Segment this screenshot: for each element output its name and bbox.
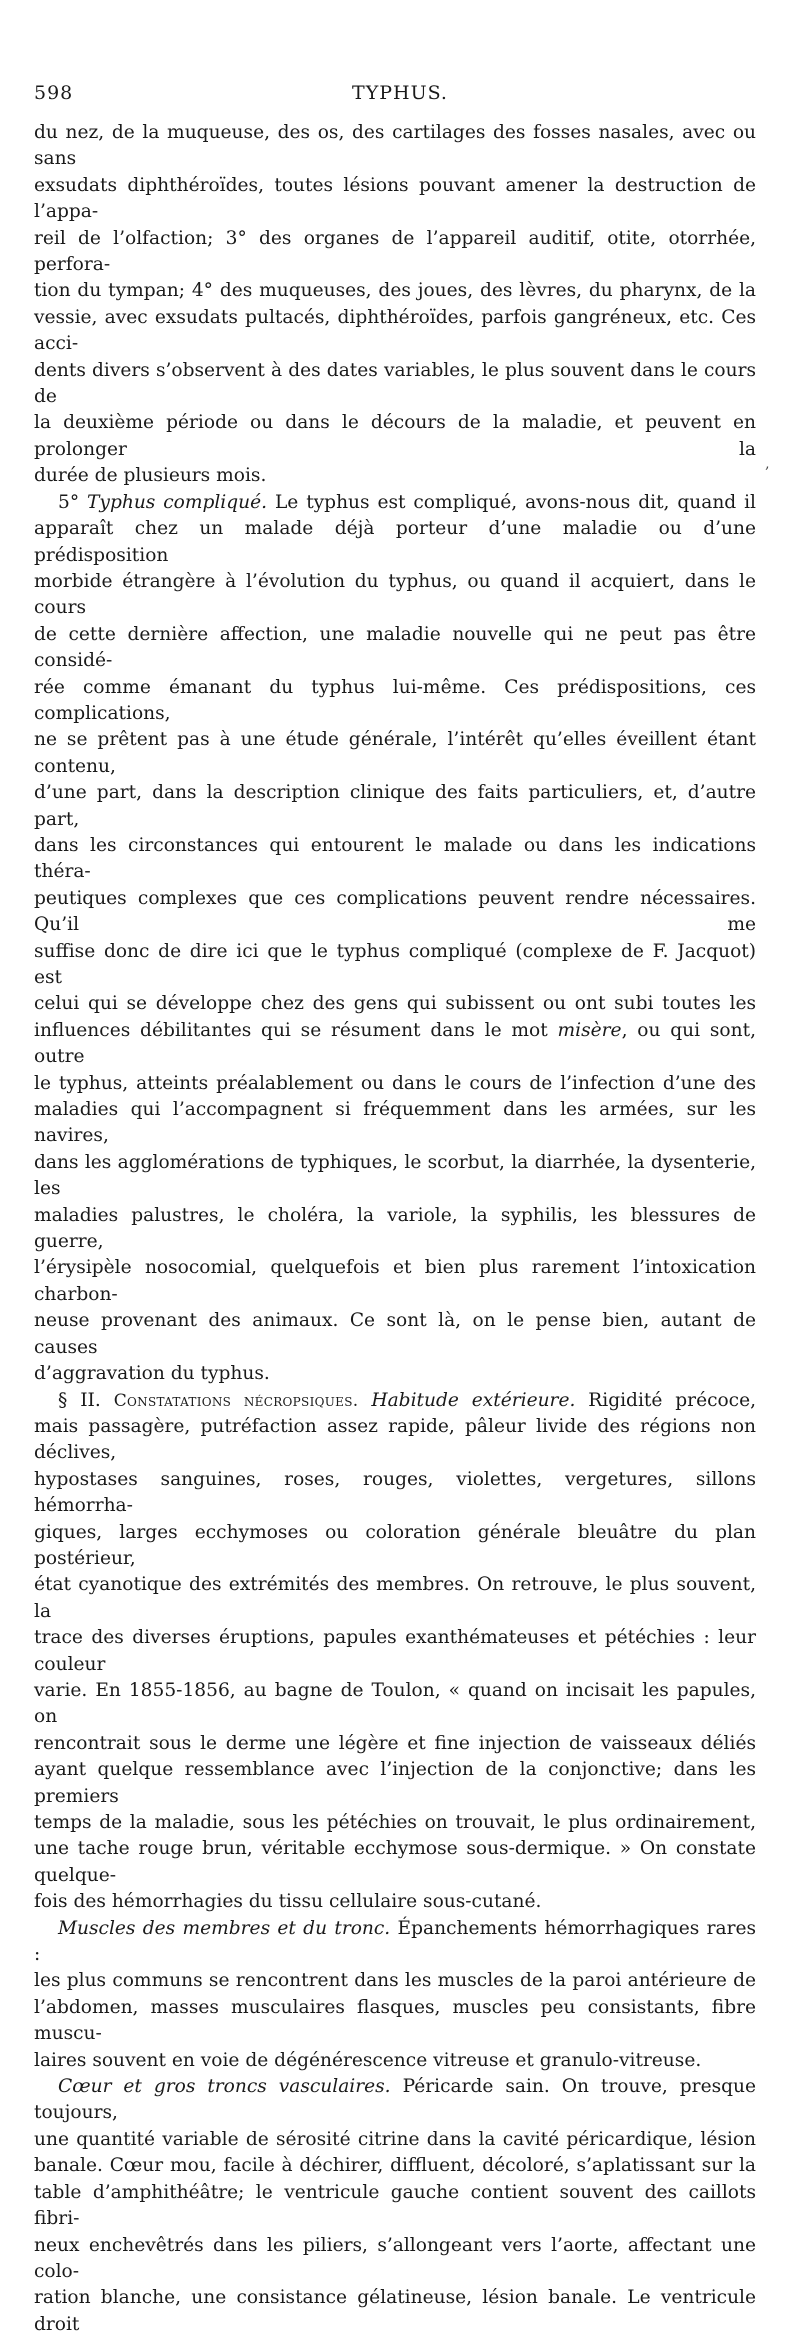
text-line: table d’amphithéâtre; le ventricule gauche contient souvent des caillots fibri- (34, 2181, 756, 2230)
running-head (34, 82, 766, 108)
paragraph-complications-continued (34, 120, 756, 463)
text-line: l’érysipèle nosocomial, quelquefois et bien plus rarement l’intoxication charbon- (34, 1257, 756, 1305)
text-line: apparaît chez un malade déjà porteur d’une maladie ou d’une prédisposition (34, 518, 756, 566)
text-line: varie. En 1855-1856, au bagne de Toulon, « quand on incisait les papules, on (34, 1679, 756, 1728)
text-line: Épanchements hémorrhagiques rares : (34, 1917, 757, 1966)
text-line: d’une part, dans la description clinique des faits particuliers, et, d’autre part, (34, 782, 756, 830)
text-line: Péricarde sain. On trouve, presque toujours, (34, 2076, 757, 2124)
text-line: neux enchevêtrés dans les piliers, s’allongeant vers l’aorte, affectant une colo- (34, 2234, 756, 2282)
text-line: Rigidité précoce, (588, 1389, 757, 1411)
text-line: une quantité variable de sérosité citrine dans la cavité péricardique, lésion (34, 2128, 756, 2150)
subsection-heading-italic: Cœur et gros troncs vasculaires. (58, 2076, 391, 2098)
text-line: banale. Cœur mou, facile à déchirer, diffluent, décoloré, s’aplatissant sur la (34, 2155, 756, 2177)
text-line: laires souvent en voie de dégénérescence vitreuse et granulo-vitreuse. (34, 2049, 702, 2071)
page-number: 598 (34, 82, 74, 104)
section-title: Constatations nécropsiques. (113, 1390, 359, 1411)
text-line: ayant quelque ressemblance avec l’injection de la conjonctive; dans les premiers (34, 1759, 756, 1807)
text-line: rée comme émanant du typhus lui-même. Ces prédispositions, ces complications, (34, 676, 756, 724)
text-line: , ou qui sont, outre (34, 1019, 756, 1068)
text-line: état cyanotique des extrémités des membres. On retrouve, le plus souvent, la (34, 1574, 756, 1622)
text-line: influences débilitantes qui se résument dans le mot (34, 1019, 548, 1041)
text-line: durée de plusieurs mois. (34, 465, 267, 487)
text-line: reil de l’olfaction; 3° des organes de l’appareil auditif, otite, otorrhée, perfora- (34, 227, 756, 276)
section-heading-italic: Typhus compliqué. (87, 491, 268, 513)
text-line: l’abdomen, masses musculaires flasques, muscles peu consistants, fibre muscu- (34, 1996, 756, 2045)
text-line: ne se prêtent pas à une étude générale, l’intérêt qu’elles éveillent étant contenu, (34, 729, 756, 777)
text-line: suffise donc de dire ici que le typhus compliqué (complexe de F. Jacquot) est (34, 940, 756, 988)
text-line: tion du tympan; 4° des muqueuses, des joues, des lèvres, du pharynx, de la (34, 280, 756, 302)
text-line: Le typhus est compliqué, avons-nous dit, quand il (274, 491, 756, 513)
text-line: giques, larges ecchymoses ou coloration générale bleuâtre du plan postérieur, (34, 1521, 756, 1569)
text-line: une tache rouge brun, véritable ecchymose sous-dermique. » On constate quelque- (34, 1838, 756, 1886)
text-line: dans les agglomérations de typhiques, le scorbut, la diarrhée, la dysenterie, les (34, 1151, 756, 1200)
text-line: rencontrait sous le derme une légère et fine injection de vaisseaux déliés (34, 1732, 756, 1754)
section-number: § II. (58, 1389, 101, 1411)
paragraph-muscles (34, 1916, 756, 2048)
text-line: d’aggravation du typhus. (34, 1363, 270, 1385)
paragraph-complications-end (34, 463, 756, 489)
running-title: TYPHUS. (352, 82, 448, 104)
paragraph-coeur (34, 2074, 756, 2338)
text-line: hypostases sanguines, roses, rouges, violettes, vergetures, sillons hémorrha- (34, 1468, 756, 1517)
paragraph-typhus-complique-end (34, 1361, 756, 1387)
text-line: maladies palustres, le choléra, la variole, la syphilis, les blessures de guerre, (34, 1204, 756, 1253)
text-line: neuse provenant des animaux. Ce sont là, on le pense bien, autant de causes (34, 1310, 756, 1358)
text-line: de cette dernière affection, une maladie nouvelle qui ne peut pas être considé- (34, 623, 756, 672)
text-line: peutiques complexes que ces complications peuvent rendre nécessaires. Qu’il me (34, 887, 756, 936)
text-line: trace des diverses éruptions, papules exanthémateuses et pétéchies : leur couleur (34, 1627, 756, 1675)
paragraph-constatations (34, 1388, 756, 1890)
text-line: dans les circonstances qui entourent le malade ou dans les indications théra- (34, 834, 756, 883)
body-text (34, 120, 756, 2338)
text-line: celui qui se développe chez des gens qui subissent ou ont subi toutes les (34, 993, 756, 1015)
text-line: maladies qui l’accompagnent si fréquemment dans les armées, sur les navires, (34, 1099, 756, 1147)
item-number: 5° (58, 491, 80, 513)
paragraph-typhus-complique (34, 490, 756, 1361)
subsection-heading-italic: Habitude extérieure. (371, 1389, 576, 1411)
text-line: exsudats diphthéroïdes, toutes lésions pouvant amener la destruction de l’appa- (34, 174, 756, 223)
text-line: du nez, de la muqueuse, des os, des cartilages des fosses nasales, avec ou sans (34, 122, 756, 170)
text-line: dents divers s’observent à des dates variables, le plus souvent dans le cours de (34, 359, 756, 408)
text-line: morbide étrangère à l’évolution du typhus, ou quand il acquiert, dans le cours (34, 570, 756, 619)
text-line: le typhus, atteints préalablement ou dans le cours de l’infection d’une des (34, 1072, 756, 1094)
italic-word: misère (557, 1019, 622, 1041)
text-line: vessie, avec exsudats pultacés, diphthéroïdes, parfois gangréneux, etc. Ces acci- (34, 306, 756, 355)
text-line: fois des hémorrhagies du tissu cellulaire sous-cutané. (34, 1891, 542, 1913)
text-line: mais passagère, putréfaction assez rapide, pâleur livide des régions non déclives, (34, 1415, 756, 1464)
margin-mark: ‚ (765, 456, 770, 472)
paragraph-constatations-end (34, 1889, 756, 1915)
text-line: ration blanche, une consistance gélatineuse, lésion banale. Le ventricule droit (34, 2287, 756, 2335)
subsection-heading-italic: Muscles des membres et du tronc. (58, 1917, 391, 1939)
paragraph-muscles-end (34, 2048, 756, 2074)
text-line: temps de la maladie, sous les pétéchies on trouvait, le plus ordinairement, (34, 1812, 756, 1833)
text-line: la deuxième période ou dans le décours de la maladie, et peuvent en prolonger la (34, 412, 756, 460)
text-line: les plus communs se rencontrent dans les muscles de la paroi antérieure de (34, 1970, 756, 1992)
